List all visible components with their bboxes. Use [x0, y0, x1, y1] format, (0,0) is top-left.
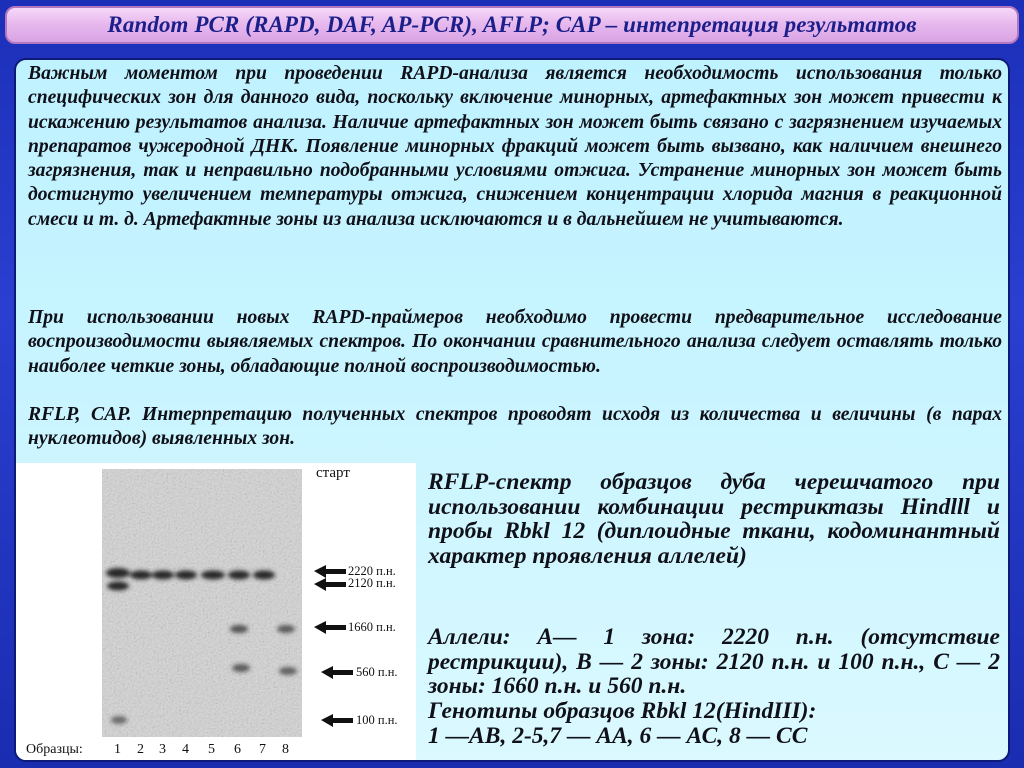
band-lane6-560 — [232, 664, 250, 672]
marker-label-1660: 1660 п.н. — [348, 620, 396, 634]
content-panel — [14, 58, 1010, 762]
arrow-2120 — [314, 578, 346, 591]
sample-labels — [26, 742, 289, 757]
lane-label-2: 2 — [137, 742, 144, 757]
figure-caption: RFLP-спектр образцов дуба черешчатого при использовании комбинации рестриктазы Hindlll и пробы Rbkl 12 (диплоидные ткани, кодоминантный характер проявления аллелей) — [428, 469, 1000, 569]
lane-label-5: 5 — [208, 742, 215, 757]
arrow-2220 — [314, 565, 346, 578]
lane-label-3: 3 — [159, 742, 166, 757]
lane-label-6: 6 — [234, 742, 241, 757]
paragraph-rapd-zones: Важным моментом при проведении RAPD-анализа является необходимость использования только специфических зон для данного вида, поскольку включение минорных, артефактных зон может привести к искажению результатов анализа. Наличие артефактных зон может быть связано с загрязнением изучаемых препаратов чужеродной ДНК. Появление минорных фракций может быть вызвано, как наличием внешнего загрязнения, так и неправильно подобранными условиями отжига. Устранение минорных зон может быть достигнуто увеличением температуры отжига, снижением концентрации хлорида магния в реакционной смеси и т. д. Артефактные зоны из анализа исключаются и в дальнейшем не учитываются. — [28, 63, 1002, 230]
band-lane8-560 — [279, 667, 297, 675]
marker-label-100: 100 п.н. — [356, 713, 398, 727]
lane-label-4: 4 — [182, 742, 189, 757]
band-lane1-100 — [111, 716, 127, 724]
genotypes-text: 1 —АВ, 2-5,7 — АА, 6 — АС, 8 — СС — [428, 723, 808, 749]
band-lane4-2220 — [175, 571, 197, 580]
gel-figure — [16, 463, 416, 762]
title-bar — [5, 6, 1019, 44]
gel-grain — [102, 469, 302, 737]
band-lane3-2220 — [152, 571, 174, 580]
arrow-100 — [321, 714, 353, 727]
band-lane5-2220 — [201, 571, 225, 580]
alleles-text: Аллели: А— 1 зона: 2220 п.н. (отсутствие рестрикции), В — 2 зоны: 2120 п.н. и 100 п.н., С — 2 зоны: 1660 п.н. и 560 п.н. — [428, 624, 1000, 700]
band-lane1-2120 — [107, 582, 129, 591]
marker-label-2120: 2120 п.н. — [348, 576, 396, 590]
band-lane2-2220 — [130, 571, 152, 580]
lane-label-8: 8 — [282, 742, 289, 757]
arrow-560 — [321, 666, 353, 679]
band-lane6-2220 — [228, 571, 250, 580]
band-lane1-2220 — [106, 568, 130, 578]
gel-image — [16, 463, 416, 762]
arrow-1660 — [314, 621, 346, 634]
marker-labels — [348, 564, 398, 727]
lane-label-7: 7 — [259, 742, 266, 757]
paragraph-rflp-cap: RFLP, CAP. Интерпретацию полученных спектров проводят исходя из количества и величины (в парах нуклеотидов) выявленных зон. — [28, 404, 1002, 450]
marker-label-560: 560 п.н. — [356, 665, 398, 679]
band-lane7-2220 — [253, 571, 275, 580]
paragraph-rapd-primers: При использовании новых RAPD-праймеров необходимо провести предварительное исследование воспроизводимости выявляемых спектров. По окончании сравнительного анализа следует оставлять только наиболее четкие зоны, обладающие полной воспроизводимостью. — [28, 307, 1002, 377]
slide-title: Random PCR (RAPD, DAF, AP-PCR), AFLP; CAP – интепретация результатов — [107, 12, 917, 37]
band-lane6-1660 — [230, 625, 248, 633]
samples-label: Образцы: — [26, 742, 83, 757]
marker-label-2220: 2220 п.н. — [348, 564, 396, 578]
band-lane8-1660 — [277, 625, 295, 633]
genotypes-title: Генотипы образцов Rbkl 12(HindIII): — [428, 698, 817, 724]
start-label: старт — [316, 465, 350, 481]
lane-label-1: 1 — [114, 742, 121, 757]
